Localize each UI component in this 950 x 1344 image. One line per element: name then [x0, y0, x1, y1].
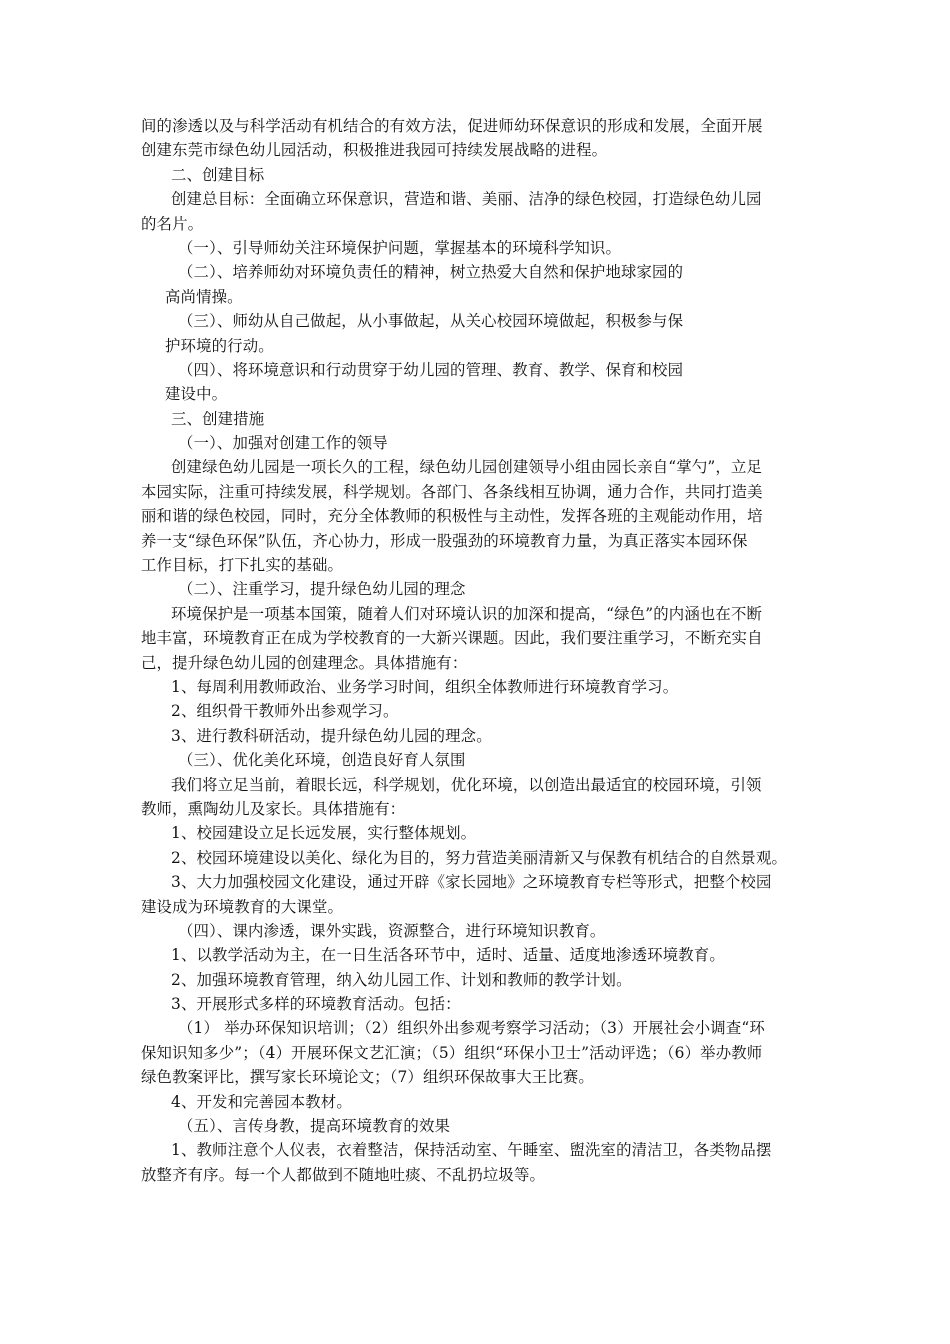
text-line: 放整齐有序。每一个人都做到不随地吐痰、不乱扔垃圾等。: [141, 1165, 546, 1184]
text-line: 我们将立足当前，着眼长远，科学规划，优化环境，以创造出最适宜的校园环境，引领: [171, 775, 762, 794]
text-line: 创建东莞市绿色幼儿园活动，积极推进我园可持续发展战略的进程。: [141, 141, 608, 160]
subsection-heading: （一）、加强对创建工作的领导: [178, 434, 388, 453]
text-line: 己，提升绿色幼儿园的创建理念。具体措施有：: [141, 653, 468, 672]
text-line: 保知识知多少”；（4）开展环保文艺汇演；（5）组织“环保小卫士”活动评选；（6）举办教师: [141, 1043, 763, 1062]
text-line: 建设成为环境教育的大课堂。: [141, 897, 344, 916]
text-line: 高尚情操。: [165, 287, 243, 306]
text-line: 本园实际，注重可持续发展，科学规划。各部门、各条线相互协调，通力合作，共同打造美: [141, 482, 763, 501]
list-item: 3、大力加强校园文化建设，通过开辟《家长园地》之环境教育专栏等形式，把整个校园: [171, 873, 772, 892]
list-item: 3、开展形式多样的环境教育活动。包括：: [171, 995, 461, 1014]
section-heading: 二、创建目标: [171, 165, 265, 184]
text-line: 护环境的行动。: [165, 336, 274, 355]
list-item: （一）、引导师幼关注环境保护问题，掌握基本的环境科学知识。: [178, 238, 621, 257]
list-item: 1、教师注意个人仪表，衣着整洁，保持活动室、午睡室、盥洗室的清洁卫，各类物品摆: [171, 1141, 772, 1160]
list-item: （1） 举办环保知识培训；（2）组织外出参观考察学习活动；（3）开展社会小调查“环: [178, 1019, 765, 1038]
subsection-heading: （五）、言传身教，提高环境教育的效果: [178, 1117, 451, 1136]
section-heading: 三、创建措施: [171, 409, 265, 428]
text-line: 建设中。: [165, 385, 228, 404]
list-item: 1、以教学活动为主，在一日生活各环节中，适时、适量、适度地渗透环境教育。: [171, 946, 725, 965]
text-line: 养一支“绿色环保”队伍，齐心协力，形成一股强劲的环境教育力量，为真正落实本园环保: [141, 531, 748, 550]
text-line: 地丰富，环境教育正在成为学校教育的一大新兴课题。因此，我们要注重学习，不断充实自: [141, 629, 763, 648]
list-item: 2、组织骨干教师外出参观学习。: [171, 702, 399, 721]
document-page: [141, 114, 811, 1187]
text-line: 的名片。: [141, 214, 204, 233]
text-line: 工作目标，打下扎实的基础。: [141, 556, 344, 575]
list-item: 4、开发和完善园本教材。: [171, 1092, 352, 1111]
list-item: 1、每周利用教师政治、业务学习时间，组织全体教师进行环境教育学习。: [171, 677, 679, 696]
text-line: 绿色教案评比，撰写家长环境论文；（7）组织环保故事大王比赛。: [141, 1068, 594, 1087]
text-line: 创建总目标：全面确立环保意识，营造和谐、美丽、洁净的绿色校园，打造绿色幼儿园: [171, 190, 762, 209]
text-line: 间的渗透以及与科学活动有机结合的有效方法，促进师幼环保意识的形成和发展，全面开展: [141, 117, 763, 135]
subsection-heading: （三）、优化美化环境，创造良好育人氛围: [178, 751, 466, 770]
list-item: 1、校园建设立足长远发展，实行整体规划。: [171, 824, 477, 843]
list-item: 2、加强环境教育管理，纳入幼儿园工作、计划和教师的教学计划。: [171, 970, 632, 989]
text-line: 环境保护是一项基本国策，随着人们对环境认识的加深和提高，“绿色”的内涵也在不断: [171, 604, 763, 623]
list-item: 2、校园环境建设以美化、绿化为目的，努力营造美丽清新又与保教有机结合的自然景观。: [171, 848, 788, 867]
list-item: （二）、培养师幼对环境负责任的精神，树立热爱大自然和保护地球家园的: [178, 263, 684, 282]
text-line: 教师，熏陶幼儿及家长。具体措施有：: [141, 799, 406, 818]
list-item: （三）、师幼从自己做起，从小事做起，从关心校园环境做起，积极参与保: [178, 312, 684, 331]
text-line: 丽和谐的绿色校园，同时，充分全体教师的积极性与主动性，发挥各班的主观能动作用，培: [141, 507, 763, 526]
list-item: 3、进行教科研活动，提升绿色幼儿园的理念。: [171, 726, 492, 745]
subsection-heading: （四）、课内渗透，课外实践，资源整合，进行环境知识教育。: [178, 921, 606, 940]
list-item: （四）、将环境意识和行动贯穿于幼儿园的管理、教育、教学、保育和校园: [178, 360, 684, 379]
text-line: 创建绿色幼儿园是一项长久的工程，绿色幼儿园创建领导小组由园长亲自“掌勺”，立足: [171, 458, 763, 477]
subsection-heading: （二）、注重学习，提升绿色幼儿园的理念: [178, 580, 466, 599]
